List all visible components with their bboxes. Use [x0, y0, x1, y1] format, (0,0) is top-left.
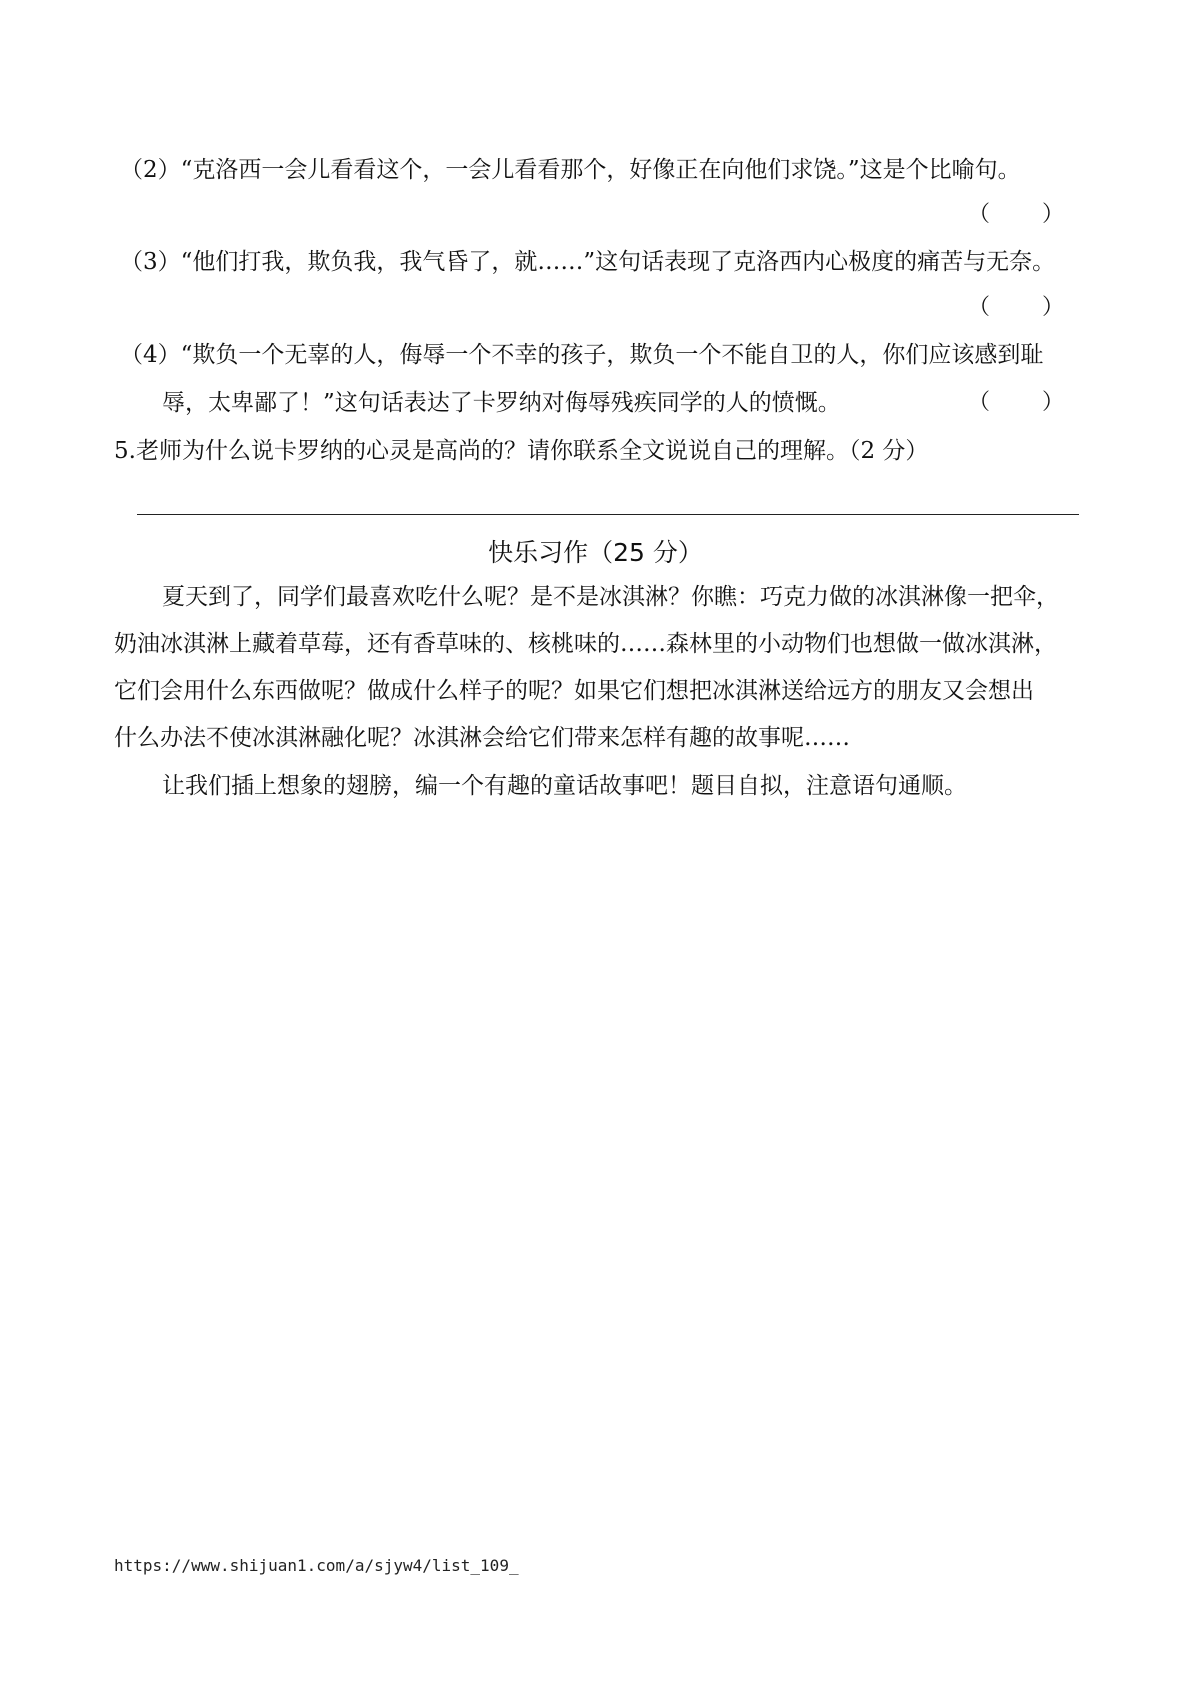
section-title: 快乐习作（25 分）: [488, 538, 703, 567]
question-4-line-2: 辱，太卑鄙了！”这句话表达了卡罗纳对侮辱残疾同学的人的愤慨。: [162, 390, 841, 416]
answer-line[interactable]: [137, 514, 1079, 515]
composition-para-2: 让我们插上想象的翅膀，编一个有趣的童话故事吧！题目自拟，注意语句通顺。: [162, 773, 967, 799]
answer-bracket-3[interactable]: [968, 293, 1064, 323]
composition-para-1-line-1: 夏天到了，同学们最喜欢吃什么呢？是不是冰淇淋？你瞧：巧克力做的冰淇淋像一把伞，: [162, 584, 1059, 610]
bracket-close: ）: [1042, 295, 1065, 320]
question-2: （2）“克洛西一会儿看看这个，一会儿看看那个，好像正在向他们求饶。”这是个比喻句。: [120, 157, 1021, 183]
bracket-close: ）: [1042, 390, 1065, 415]
question-5: 5.老师为什么说卡罗纳的心灵是高尚的？请你联系全文说说自己的理解。（2 分）: [114, 438, 929, 464]
composition-para-1-line-2: 奶油冰淇淋上藏着草莓，还有香草味的、核桃味的……森林里的小动物们也想做一做冰淇淋，: [114, 631, 1057, 657]
footer-url[interactable]: https://www.shijuan1.com/a/sjyw4/list_109_: [114, 1556, 519, 1575]
bracket-close: ）: [1042, 202, 1065, 227]
bracket-open: （: [968, 202, 991, 227]
bracket-open: （: [968, 390, 991, 415]
answer-bracket-2[interactable]: [968, 200, 1064, 230]
question-4-line-1: （4）“欺负一个无辜的人，侮辱一个不幸的孩子，欺负一个不能自卫的人，你们应该感到耻: [120, 342, 1044, 368]
answer-bracket-4[interactable]: [968, 388, 1064, 418]
composition-para-1-line-3: 它们会用什么东西做呢？做成什么样子的呢？如果它们想把冰淇淋送给远方的朋友又会想出: [114, 678, 1034, 704]
composition-para-1-line-4: 什么办法不使冰淇淋融化呢？冰淇淋会给它们带来怎样有趣的故事呢……: [114, 725, 850, 751]
question-3: （3）“他们打我，欺负我，我气昏了，就……”这句话表现了克洛西内心极度的痛苦与无奈。: [120, 249, 1056, 275]
bracket-open: （: [968, 295, 991, 320]
